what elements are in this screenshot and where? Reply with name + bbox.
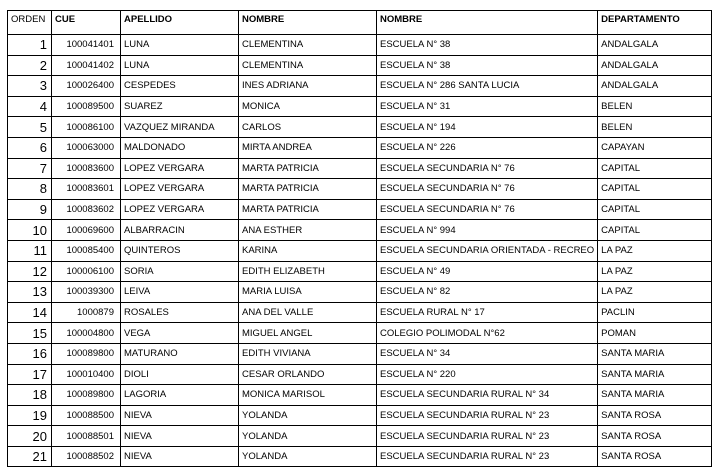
cell-cue: 100083601 <box>52 179 121 200</box>
cell-orden: 10 <box>8 220 52 241</box>
cell-escuela: ESCUELA SECUNDARIA RURAL N° 34 <box>377 385 598 406</box>
cell-apellido: VAZQUEZ MIRANDA <box>121 117 239 138</box>
cell-nombre: MIRTA ANDREA <box>239 137 377 158</box>
cell-apellido: LUNA <box>121 35 239 56</box>
schools-table <box>7 10 712 467</box>
cell-cue: 100041402 <box>52 55 121 76</box>
cell-departamento: SANTA ROSA <box>598 446 712 467</box>
cell-orden: 1 <box>8 35 52 56</box>
cell-cue: 100085400 <box>52 240 121 261</box>
cell-cue: 100069600 <box>52 220 121 241</box>
cell-escuela: ESCUELA SECUNDARIA N° 76 <box>377 199 598 220</box>
cell-apellido: MATURANO <box>121 343 239 364</box>
table-row <box>8 343 712 364</box>
cell-departamento: LA PAZ <box>598 282 712 303</box>
cell-apellido: DIOLI <box>121 364 239 385</box>
cell-escuela: ESCUELA SECUNDARIA RURAL N° 23 <box>377 446 598 467</box>
cell-escuela: ESCUELA N° 82 <box>377 282 598 303</box>
cell-apellido: NIEVA <box>121 405 239 426</box>
cell-apellido: QUINTEROS <box>121 240 239 261</box>
cell-departamento: ANDALGALA <box>598 55 712 76</box>
table-row <box>8 117 712 138</box>
cell-departamento: BELEN <box>598 117 712 138</box>
cell-cue: 100010400 <box>52 364 121 385</box>
cell-orden: 5 <box>8 117 52 138</box>
cell-orden: 13 <box>8 282 52 303</box>
cell-nombre: MONICA MARISOL <box>239 385 377 406</box>
cell-cue: 100089800 <box>52 343 121 364</box>
cell-orden: 8 <box>8 179 52 200</box>
cell-cue: 100006100 <box>52 261 121 282</box>
cell-apellido: LAGORIA <box>121 385 239 406</box>
cell-apellido: VEGA <box>121 323 239 344</box>
cell-departamento: LA PAZ <box>598 261 712 282</box>
cell-nombre: MARTA PATRICIA <box>239 158 377 179</box>
table-row <box>8 405 712 426</box>
cell-orden: 7 <box>8 158 52 179</box>
cell-cue: 100089800 <box>52 385 121 406</box>
cell-escuela: ESCUELA N° 994 <box>377 220 598 241</box>
table-row <box>8 55 712 76</box>
cell-escuela: ESCUELA SECUNDARIA ORIENTADA - RECREO <box>377 240 598 261</box>
table-row <box>8 426 712 447</box>
cell-apellido: ROSALES <box>121 302 239 323</box>
cell-cue: 100083602 <box>52 199 121 220</box>
cell-orden: 9 <box>8 199 52 220</box>
table-row <box>8 240 712 261</box>
cell-cue: 100063000 <box>52 137 121 158</box>
cell-departamento: POMAN <box>598 323 712 344</box>
cell-escuela: ESCUELA SECUNDARIA RURAL N° 23 <box>377 426 598 447</box>
cell-departamento: PACLIN <box>598 302 712 323</box>
table-row <box>8 323 712 344</box>
table-row <box>8 364 712 385</box>
cell-departamento: ANDALGALA <box>598 35 712 56</box>
cell-escuela: ESCUELA N° 38 <box>377 35 598 56</box>
header-nombre-escuela: NOMBRE <box>377 11 598 35</box>
cell-escuela: ESCUELA N° 38 <box>377 55 598 76</box>
cell-departamento: CAPAYAN <box>598 137 712 158</box>
cell-nombre: CARLOS <box>239 117 377 138</box>
cell-nombre: KARINA <box>239 240 377 261</box>
cell-nombre: EDITH VIVIANA <box>239 343 377 364</box>
header-apellido: APELLIDO <box>121 11 239 35</box>
cell-orden: 6 <box>8 137 52 158</box>
cell-departamento: SANTA ROSA <box>598 405 712 426</box>
cell-nombre: CLEMENTINA <box>239 35 377 56</box>
cell-departamento: CAPITAL <box>598 199 712 220</box>
cell-apellido: NIEVA <box>121 446 239 467</box>
cell-apellido: LOPEZ VERGARA <box>121 199 239 220</box>
cell-nombre: MARTA PATRICIA <box>239 199 377 220</box>
cell-nombre: MARTA PATRICIA <box>239 179 377 200</box>
cell-escuela: ESCUELA N° 220 <box>377 364 598 385</box>
table-row <box>8 385 712 406</box>
cell-orden: 18 <box>8 385 52 406</box>
header-departamento: DEPARTAMENTO <box>598 11 712 35</box>
cell-orden: 4 <box>8 96 52 117</box>
cell-cue: 100039300 <box>52 282 121 303</box>
cell-orden: 15 <box>8 323 52 344</box>
table-row <box>8 261 712 282</box>
cell-departamento: CAPITAL <box>598 179 712 200</box>
cell-nombre: MARIA LUISA <box>239 282 377 303</box>
cell-apellido: LEIVA <box>121 282 239 303</box>
cell-apellido: LOPEZ VERGARA <box>121 158 239 179</box>
header-row <box>8 11 712 35</box>
cell-escuela: ESCUELA SECUNDARIA N° 76 <box>377 158 598 179</box>
cell-escuela: ESCUELA N° 34 <box>377 343 598 364</box>
cell-departamento: LA PAZ <box>598 240 712 261</box>
cell-departamento: SANTA MARIA <box>598 385 712 406</box>
cell-departamento: CAPITAL <box>598 220 712 241</box>
cell-cue: 1000879 <box>52 302 121 323</box>
cell-cue: 100086100 <box>52 117 121 138</box>
table-row <box>8 199 712 220</box>
cell-escuela: ESCUELA N° 49 <box>377 261 598 282</box>
cell-departamento: CAPITAL <box>598 158 712 179</box>
cell-orden: 12 <box>8 261 52 282</box>
header-cue: CUE <box>52 11 121 35</box>
cell-cue: 100088501 <box>52 426 121 447</box>
cell-escuela: ESCUELA N° 226 <box>377 137 598 158</box>
cell-escuela: ESCUELA SECUNDARIA N° 76 <box>377 179 598 200</box>
cell-cue: 100004800 <box>52 323 121 344</box>
cell-escuela: ESCUELA N° 286 SANTA LUCIA <box>377 76 598 97</box>
table-row <box>8 76 712 97</box>
cell-orden: 16 <box>8 343 52 364</box>
cell-departamento: SANTA ROSA <box>598 426 712 447</box>
cell-nombre: YOLANDA <box>239 446 377 467</box>
cell-departamento: BELEN <box>598 96 712 117</box>
cell-cue: 100041401 <box>52 35 121 56</box>
table-row <box>8 282 712 303</box>
table-row <box>8 35 712 56</box>
cell-departamento: SANTA MARIA <box>598 364 712 385</box>
cell-cue: 100088500 <box>52 405 121 426</box>
cell-cue: 100026400 <box>52 76 121 97</box>
cell-nombre: CLEMENTINA <box>239 55 377 76</box>
table-row <box>8 179 712 200</box>
table-row <box>8 137 712 158</box>
table-row <box>8 96 712 117</box>
cell-escuela: ESCUELA RURAL N° 17 <box>377 302 598 323</box>
header-orden: ORDEN <box>8 11 52 35</box>
cell-orden: 21 <box>8 446 52 467</box>
cell-nombre: INES ADRIANA <box>239 76 377 97</box>
header-nombre-docente: NOMBRE <box>239 11 377 35</box>
spreadsheet <box>7 10 712 467</box>
cell-escuela: ESCUELA N° 194 <box>377 117 598 138</box>
cell-orden: 17 <box>8 364 52 385</box>
cell-escuela: COLEGIO POLIMODAL N°62 <box>377 323 598 344</box>
cell-orden: 20 <box>8 426 52 447</box>
cell-nombre: MIGUEL ANGEL <box>239 323 377 344</box>
cell-departamento: SANTA MARIA <box>598 343 712 364</box>
cell-orden: 11 <box>8 240 52 261</box>
cell-apellido: LOPEZ VERGARA <box>121 179 239 200</box>
cell-apellido: MALDONADO <box>121 137 239 158</box>
cell-orden: 14 <box>8 302 52 323</box>
cell-escuela: ESCUELA N° 31 <box>377 96 598 117</box>
cell-cue: 100089500 <box>52 96 121 117</box>
cell-departamento: ANDALGALA <box>598 76 712 97</box>
cell-apellido: CESPEDES <box>121 76 239 97</box>
cell-nombre: EDITH ELIZABETH <box>239 261 377 282</box>
cell-orden: 3 <box>8 76 52 97</box>
cell-orden: 19 <box>8 405 52 426</box>
cell-nombre: CESAR ORLANDO <box>239 364 377 385</box>
cell-orden: 2 <box>8 55 52 76</box>
table-body <box>8 35 712 467</box>
cell-apellido: LUNA <box>121 55 239 76</box>
cell-nombre: ANA ESTHER <box>239 220 377 241</box>
cell-nombre: YOLANDA <box>239 426 377 447</box>
cell-apellido: ALBARRACIN <box>121 220 239 241</box>
cell-escuela: ESCUELA SECUNDARIA RURAL N° 23 <box>377 405 598 426</box>
cell-cue: 100088502 <box>52 446 121 467</box>
cell-apellido: SUAREZ <box>121 96 239 117</box>
table-row <box>8 220 712 241</box>
table-row <box>8 302 712 323</box>
cell-apellido: NIEVA <box>121 426 239 447</box>
table-row <box>8 158 712 179</box>
cell-nombre: MONICA <box>239 96 377 117</box>
cell-nombre: ANA DEL VALLE <box>239 302 377 323</box>
cell-nombre: YOLANDA <box>239 405 377 426</box>
cell-apellido: SORIA <box>121 261 239 282</box>
table-row <box>8 446 712 467</box>
cell-cue: 100083600 <box>52 158 121 179</box>
